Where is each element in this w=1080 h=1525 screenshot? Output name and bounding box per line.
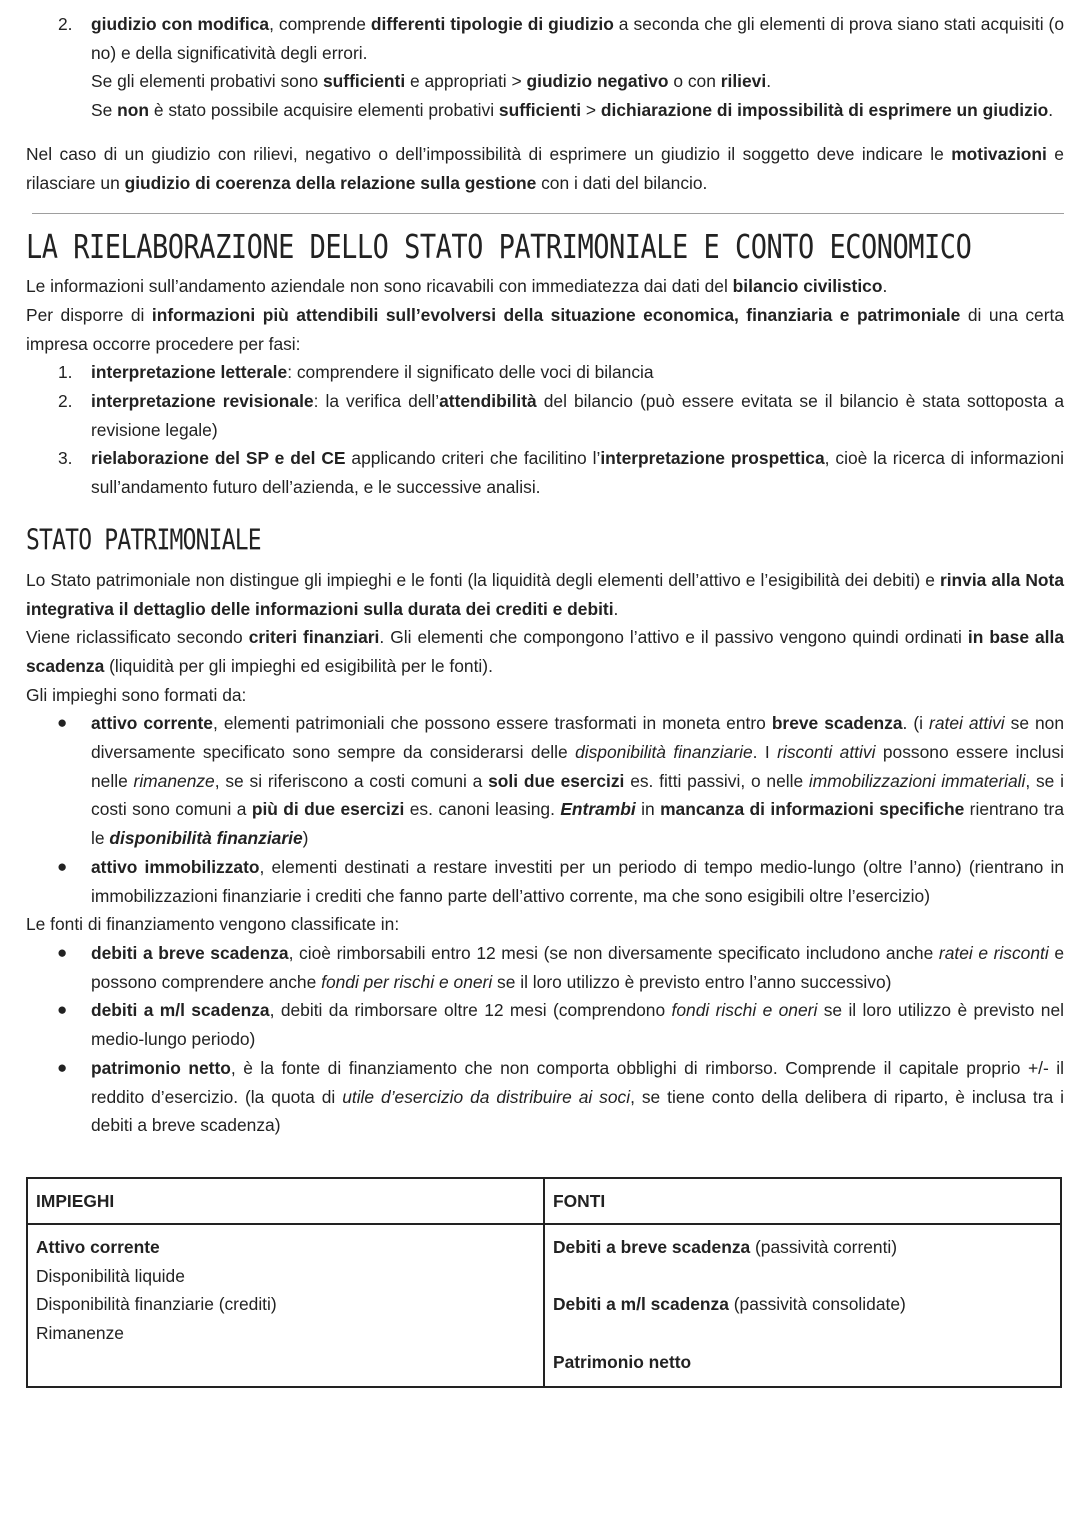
text-run: , cioè la ricerca di informazioni sull’andamento futuro dell’azienda, e le successive analisi. [91,448,1065,498]
bold-italic-run: disponibilità finanziarie [109,828,303,849]
italic-run: fondi per rischi e oneri [321,971,493,992]
text-run: e appropriati > [405,71,527,92]
bold-run: bilancio civilistico [732,276,883,297]
italic-run: fondi rischi e oneri [671,1000,818,1021]
italic-run: utile d’esercizio da distribuire ai soci [342,1086,631,1107]
text-run: : comprendere il significato delle voci di bilancia [287,362,654,383]
cell-line: Disponibilità finanziarie (crediti) [36,1294,277,1315]
list-item-step-1 [26,358,1064,387]
bold-run: debiti a breve scadenza [91,942,289,963]
table-header-impieghi [27,1178,544,1224]
sub-line-impossibilita [26,96,1064,125]
cell-title-attivo-corrente: Attivo corrente [36,1236,160,1257]
bold-run: soli due esercizi [488,770,625,791]
text-run: , se si riferiscono a costi comuni a [214,770,489,791]
horizontal-rule [32,213,1064,214]
bullet-dot-icon: ● [57,856,68,876]
text-run: , se i costi sono comuni a [91,770,1065,820]
text-run: ) [302,828,309,849]
bold-run: interpretazione prospettica [600,448,825,469]
bold-run: giudizio negativo [526,71,669,92]
cell-gap [553,1319,1052,1348]
list-number: 2. [58,14,73,34]
bold-run: breve scadenza [771,713,903,734]
bold-run: sufficienti [498,100,582,121]
bold-run: rilievi [720,71,767,92]
text-run: del bilancio (può essere evitata se il bilancio è stata sottoposta a revisione legale) [91,391,1065,440]
cell-line [553,1233,1052,1262]
list-item-step-3 [26,444,1064,501]
bold-run: criteri finanziari [248,627,380,648]
cell-line: Disponibilità liquide [36,1265,185,1286]
bold-run: attivo corrente [91,713,213,734]
bold-run: mancanza di informazioni specifiche [660,799,965,820]
text-run: Le informazioni sull’andamento aziendale non sono ricavabili con immediatezza dai dati del [26,276,733,297]
bullet-debiti-ml [26,996,1064,1053]
text-run: (passività correnti) [750,1236,898,1257]
list-item-step-2 [26,387,1064,444]
list-number: 2. [58,391,73,412]
text-run: , cioè rimborsabili entro 12 mesi (se non diversamente specificato includono anche [288,942,939,963]
text-run: Nel caso di un giudizio con rilievi, negativo o dell’impossibilità di esprimere un giudizio il soggetto deve indicare le [26,143,952,164]
text-run: o con [668,71,721,92]
text-run: (liquidità per gli impieghi ed esigibilità per le fonti). [104,655,493,676]
text-run: , comprende [269,14,371,34]
text-run: , elementi patrimoniali che possono essere trasformati in moneta entro [212,713,772,734]
text-run: . [613,598,619,619]
bold-run: interpretazione revisionale [91,391,314,412]
bold-run: Debiti a breve scadenza [553,1236,751,1257]
section-title-stato-patrimoniale: STATO PATRIMONIALE [26,524,261,557]
paragraph-fonti-intro: Le fonti di finanziamento vengono classificate in: [26,914,400,935]
bold-run: più di due esercizi [251,799,405,820]
bold-run: Patrimonio netto [553,1351,692,1372]
text-run: Viene riclassificato secondo [26,627,249,648]
table-row [27,1224,1061,1387]
bullet-patrimonio-netto [26,1054,1064,1140]
text-run: se il loro utilizzo è previsto entro l’anno successivo) [492,971,892,992]
text-run: (passività consolidate) [728,1294,906,1315]
text-run: . (i [902,713,930,734]
table-header-row [27,1178,1061,1224]
bold-run: motivazioni [951,143,1047,164]
list-item-giudizio-con-modifica [26,10,1064,67]
text-run: e rilasciare un [26,143,1064,193]
section-title-rielaborazione: LA RIELABORAZIONE DELLO STATO PATRIMONIALE E CONTO ECONOMICO [26,229,972,267]
text-run: Se [91,100,118,121]
cell-gap [553,1262,1052,1291]
text-run: , debiti da rimborsare oltre 12 mesi (comprendono [269,1000,672,1021]
text-run: . [882,276,888,297]
impieghi-fonti-table [26,1177,1062,1388]
bold-italic-run: Entrambi [560,799,636,820]
text-run: : la verifica dell’ [313,391,440,412]
text-run: rientrano tra le [91,799,1065,849]
text-run: es. canoni leasing. [404,799,561,820]
text-run: . [766,71,772,92]
text-run: Per disporre di [26,304,152,325]
italic-run: ratei e risconti [938,942,1049,963]
bold-run: differenti tipologie di giudizio [370,14,614,34]
header-label: FONTI [553,1190,606,1211]
text-run: . Gli elementi che compongono l’attivo e il passivo vengono quindi ordinati [379,627,968,648]
cell-line: Rimanenze [36,1323,124,1344]
text-run: , è la fonte di finanziamento che non comporta obblighi di rimborso. Comprende il capitale proprio +/- il reddito d’esercizio. (la quota di [91,1057,1064,1107]
bullet-attivo-immobilizzato [26,853,1064,910]
text-run: Lo Stato patrimoniale non distingue gli impieghi e le fonti (la liquidità degli elementi dell’attivo e l’esigibilità dei debiti) e [26,569,940,590]
text-run: con i dati del bilancio. [536,172,708,193]
sub-line-sufficienti [26,67,1064,96]
bullet-attivo-corrente [26,709,1064,853]
bold-run: in base alla scadenza [26,627,1065,676]
paragraph-riclassificato [26,623,1064,680]
list-number: 3. [58,448,73,469]
bold-run: sufficienti [323,71,406,92]
bullet-dot-icon: ● [57,713,68,733]
paragraph-per-disporre [26,301,1064,358]
text-run: se il loro utilizzo è previsto nel medio-lungo periodo) [91,1000,1064,1050]
bullet-dot-icon: ● [57,1057,68,1077]
bold-run: debiti a m/l scadenza [91,1000,270,1021]
paragraph-rilievi [26,140,1064,197]
text-run: a seconda che gli elementi di prova siano stati acquisiti (o no) e della significatività degli errori. [91,14,1065,63]
table-cell-fonti [544,1224,1061,1387]
text-run: possono essere inclusi nelle [91,742,1064,791]
bold-run: rielaborazione del SP e del CE [91,448,346,469]
text-run: di una certa impresa occorre procedere per fasi: [26,304,1064,354]
text-run: Se gli elementi probativi sono [91,71,324,92]
bold-run: attendibilità [439,391,537,412]
text-run: > [581,100,601,121]
list-number: 1. [58,362,73,383]
text-run: e possono comprendere anche [91,942,1065,992]
bold-run: interpretazione letterale [91,362,288,383]
italic-run: disponibilità finanziarie [575,742,753,763]
cell-line [553,1290,1052,1319]
bold-run: informazioni più attendibili sull’evolversi della situazione economica, finanziaria e patrimoniale [151,304,961,325]
text-run: es. fitti passivi, o nelle [624,770,809,791]
header-label: IMPIEGHI [36,1190,115,1211]
bold-run: attivo immobilizzato [91,856,260,877]
term-giudizio-con-modifica: giudizio con modifica [91,14,270,34]
bullet-dot-icon: ● [57,1000,68,1020]
text-run: se non diversamente specificato sono sempre da considerarsi delle [91,713,1065,763]
italic-run: ratei attivi [929,713,1005,734]
text-run: è stato possibile acquisire elementi probativi [148,100,499,121]
text-run: . [1048,100,1054,121]
bold-run: giudizio di coerenza della relazione sulla gestione [124,172,537,193]
italic-run: rimanenze [133,770,215,791]
table-cell-impieghi [27,1224,544,1387]
bold-run: Debiti a m/l scadenza [553,1294,729,1315]
bold-run: patrimonio netto [91,1057,231,1078]
bold-run: non [117,100,149,121]
italic-run: immobilizzazioni immateriali [808,770,1026,791]
text-run: , elementi destinati a restare investiti per un periodo di tempo medio-lungo (oltre l’anno) (rientrano in immobilizzazioni finanziarie i crediti che fanno parte dell’attivo corrente, ma che sono esigibili oltre l’esercizio) [91,856,1064,906]
text-run: in [635,799,661,820]
text-run: . I [752,742,778,763]
bullet-debiti-breve [26,939,1064,996]
bullet-dot-icon: ● [57,942,68,962]
bold-run: rinvia alla Nota integrativa il dettaglio delle informazioni sulla durata dei crediti e debiti [26,569,1064,619]
italic-run: risconti attivi [777,742,876,763]
paragraph-impieghi-intro: Gli impieghi sono formati da: [26,684,247,705]
cell-line [553,1348,1052,1377]
bold-run: dichiarazione di impossibilità di esprimere un giudizio [600,100,1049,121]
table-header-fonti [544,1178,1061,1224]
text-run: , se tiene conto della delibera di riparto, è inclusa tra i debiti a breve scadenza) [91,1086,1064,1136]
text-run: applicando criteri che facilitino l’ [345,448,601,469]
